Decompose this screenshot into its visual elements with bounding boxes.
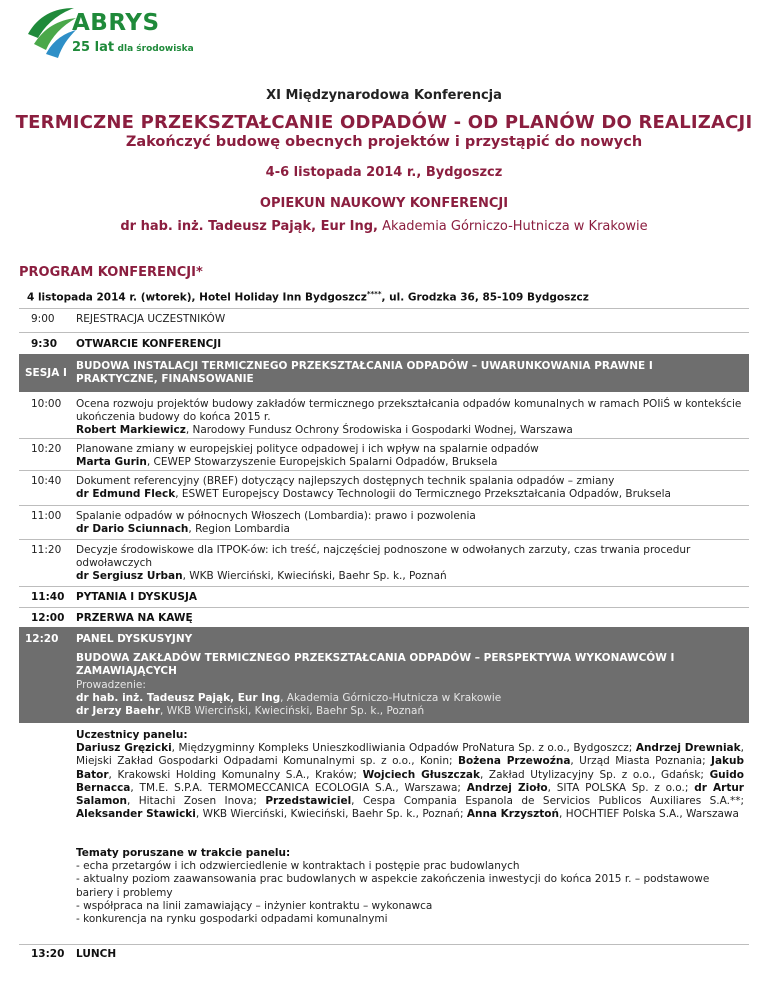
conference-name: XI Międzynarodowa Konferencja [266, 88, 502, 103]
participant-org: , SITA POLSKA Sp. z o.o.; [547, 781, 695, 794]
talk-row: 10:00 Ocena rozwoju projektów budowy zakładów termicznego przekształcania odpadów komunalnych w ramach POIiŚ w kontekście ukończenia budowy do końca 2015 r. Robert Markiewicz, Narodowy Fundusz Ochrony Środowiska i Gospodarki Wodnej, Warszawa [31, 398, 742, 436]
participant-name: Przedstawiciel [265, 795, 352, 808]
logo-brand: ABRYS [72, 10, 160, 36]
conference-dates: 4-6 listopada 2014 r., Bydgoszcz [265, 165, 503, 180]
session-band: SESJA I BUDOWA INSTALACJI TERMICZNEGO PRZEKSZTAŁCANIA ODPADÓW – UWARUNKOWANIA PRAWNE I PRAKTYCZNE, FINANSOWANIE [19, 354, 749, 392]
panel-band: 12:20 PANEL DYSKUSYJNY BUDOWA ZAKŁADÓW TERMICZNEGO PRZEKSZTAŁCANIA ODPADÓW – PERSPEKTYWA WYKONAWCÓW I ZAMAWIAJĄCYCH Prowadzenie: dr hab. inż. Tadeusz Pająk, Eur Ing, Akademia Górniczo-Hutnicza w Krakowie dr Jerzy Baehr, WKB Wierciński, Kwieciński, Baehr Sp. k., Poznań [19, 627, 749, 723]
page-subtitle: Zakończyć budowę obecnych projektów i przystąpić do nowych [125, 134, 643, 150]
participant-org: , Miejski Zakład Gospodarki Odpadami Komunalnymi sp. z o.o., Konin; [76, 742, 744, 768]
participant-org: , Urząd Miasta Poznania; [570, 755, 712, 768]
participant-name: Aleksander Stawicki [76, 808, 196, 821]
patron-heading: OPIEKUN NAUKOWY KONFERENCJI [259, 196, 509, 211]
divider [19, 470, 749, 471]
divider [19, 944, 749, 945]
participant-org: , Cespa Compania Espanola de Servicios Publicos Auxiliares S.A.**; [351, 795, 744, 808]
day-line: 4 listopada 2014 r. (wtorek), Hotel Holiday Inn Bydgoszcz****, ul. Grodzka 36, 85-109 Bydgoszcz [27, 290, 589, 304]
participant-org: , HOCHTIEF Polska S.A., Warszawa [559, 808, 739, 821]
participant-org: , Hitachi Zosen Inova; [126, 795, 266, 808]
patron: dr hab. inż. Tadeusz Pająk, Eur Ing, Akademia Górniczo-Hutnicza w Krakowie [120, 219, 648, 234]
participant-org: , Zakład Utylizacyjny Sp. z o.o., Gdańsk; [479, 768, 710, 781]
divider [19, 332, 749, 333]
participant-name: Guido Bernacca [76, 768, 744, 794]
divider [19, 607, 749, 608]
participant-name: Andrzej Zioło [466, 781, 548, 794]
logo-tagline: 25 lat dla środowiska [72, 40, 194, 55]
participant-name: dr Artur Salamon [76, 781, 744, 808]
participant-name: Anna Krzysztoń [466, 808, 560, 821]
divider [19, 539, 749, 540]
divider [19, 586, 749, 587]
participant-name: Andrzej Drewniak [635, 742, 741, 755]
participant-name: Wojciech Głuszczak [362, 768, 480, 781]
participant-name: Bożena Przewoźna [457, 755, 571, 768]
participant-org: , Międzygminny Kompleks Unieszkodliwiania Odpadów ProNatura Sp. z o.o., Bydgoszcz; [171, 742, 636, 755]
participant-name: Dariusz Gręzicki [76, 742, 172, 755]
divider [19, 308, 749, 309]
page-title: TERMICZNE PRZEKSZTAŁCANIE ODPADÓW - OD PLANÓW DO REALIZACJI [15, 112, 753, 133]
panel-participants: Uczestnicy panelu: Dariusz Gręzicki, Międzygminny Kompleks Unieszkodliwiania Odpadów ProNatura Sp. z o.o., Bydgoszcz; Andrzej Drewniak, Miejski Zakład Gospodarki Odpadami Komunalnymi sp. z o.o., Konin; Bożena Przewoźna, Urząd Miasta Poznania; Jakub Bator, Krakowski Holding Komunalny S.A., Kraków; Wojciech Głuszczak, Zakład Utylizacyjny Sp. z o.o., Gdańsk; Guido Bernacca, TM.E. S.P.A. TERMOMECCANICA ECOLOGIA S.A., Warszawa; Andrzej Zioło, SITA POLSKA Sp. z o.o.; dr Artur Salamon, Hitachi Zosen Inova; Przedstawiciel, Cespa Compania Espanola de Servicios Publicos Auxiliares S.A.**; Aleksander Stawicki, WKB Wierciński, Kwieciński, Baehr Sp. k., Poznań; Anna Krzysztoń, HOCHTIEF Polska S.A., Warszawa [76, 729, 744, 821]
participant-org: , WKB Wierciński, Kwieciński, Baehr Sp. k., Poznań; [195, 808, 467, 821]
participant-org: , TM.E. S.P.A. TERMOMECCANICA ECOLOGIA S.A., Warszawa; [130, 781, 467, 794]
participant-org: , Krakowski Holding Komunalny S.A., Kraków; [108, 768, 363, 781]
panel-topics: Tematy poruszane w trakcie panelu: - echa przetargów i ich odzwierciedlenie w kontraktach i postępie prac budowlanych - aktualny poziom zaawansowania prac budowlanych w aspekcie zakończenia inwestycji do końca 2015 r. – podstawowe bariery i problemy - współpraca na linii zamawiający – inżynier kontraktu – wykonawca - konkurencja na rynku gospodarki odpadami komunalnymi [76, 847, 710, 926]
program-heading: PROGRAM KONFERENCJI* [19, 265, 203, 280]
participant-name: Jakub Bator [76, 755, 744, 781]
divider [19, 505, 749, 506]
divider [19, 438, 749, 439]
